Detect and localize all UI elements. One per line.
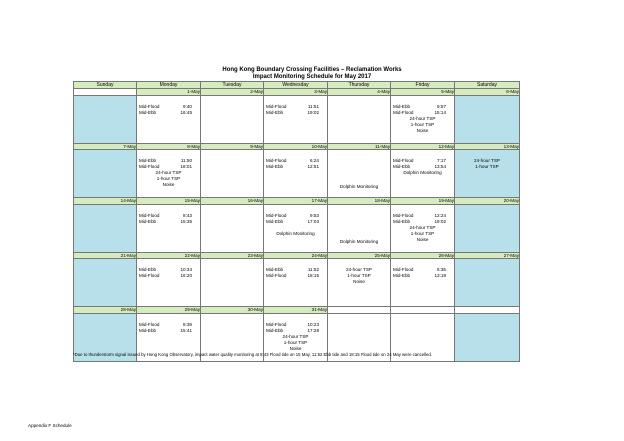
tide-label: Mid-Flood [393, 267, 414, 272]
day-cell [137, 204, 201, 252]
tide-time: 15:41 [180, 327, 192, 333]
day-cell [201, 95, 264, 143]
date-cell: 28-May [74, 307, 137, 314]
tide-label: Mid-Flood [266, 273, 287, 278]
tide-time: 9:57 [437, 103, 446, 109]
date-cell: 25-May [328, 252, 391, 259]
day-cell [391, 95, 455, 143]
day-cell [455, 313, 520, 361]
tide-label: Mid-Ebb [139, 109, 157, 115]
tide-label: Mid-Ebb [139, 218, 157, 224]
date-cell: 7-May [74, 143, 137, 150]
tide-label: Mid-Ebb [266, 267, 284, 272]
day-cell [264, 204, 328, 252]
date-cell: 21-May [74, 252, 137, 259]
day-cell [455, 95, 520, 143]
tide-time: 7:17 [437, 158, 446, 163]
monitoring-entry: 24-hour TSP [155, 170, 182, 175]
week-content-row [74, 95, 520, 143]
day-cell [391, 150, 455, 198]
tide-time: 9:53 [310, 212, 319, 218]
week-content-row [74, 204, 520, 252]
day-cell [264, 259, 328, 307]
monitoring-entry: Noise [353, 279, 365, 284]
tide-label: Mid-Flood [266, 103, 287, 109]
tide-entry [137, 273, 200, 279]
tide-entry [137, 219, 200, 225]
tide-time: 16:45 [180, 109, 192, 115]
monitoring-entry: Dolphin Monitoring [339, 238, 379, 244]
tide-time: 12:51 [307, 164, 319, 169]
tide-label: Mid-Ebb [266, 327, 284, 333]
tide-time: 18:15 [307, 273, 319, 278]
date-cell: 14-May [74, 198, 137, 205]
date-cell: 6-May [455, 89, 520, 96]
tide-time: 10:23 [307, 321, 319, 327]
date-cell: 22-May [137, 252, 201, 259]
tide-label: Mid-Flood [266, 212, 287, 218]
tide-time: 19:02 [307, 109, 319, 115]
day-cell [328, 95, 391, 143]
tide-label: Mid-Flood [139, 164, 160, 169]
tide-time: 10:34 [180, 267, 192, 272]
tide-time: 8:39 [183, 321, 192, 327]
monitoring-calendar [73, 81, 520, 362]
date-cell: 16-May [201, 198, 264, 205]
tide-time: 17:03 [307, 218, 319, 224]
date-cell: 11-May [328, 143, 391, 150]
tide-label: Mid-Ebb [266, 164, 284, 169]
date-cell: 9-May [201, 143, 264, 150]
day-cell [264, 95, 328, 143]
date-cell: 5-May [391, 89, 455, 96]
date-cell: 8-May [137, 143, 201, 150]
date-cell: 23-May [201, 252, 264, 259]
date-cell: 3-May [264, 89, 328, 96]
date-cell: 27-May [455, 252, 520, 259]
tide-label: Mid-Ebb [393, 103, 411, 109]
tide-time: 15:35 [180, 218, 192, 224]
tide-label: Mid-Flood [139, 103, 160, 109]
monitoring-entry: 24-hour TSP [409, 115, 436, 121]
day-cell [455, 259, 520, 307]
tide-entry [137, 110, 200, 116]
date-cell: 10-May [264, 143, 328, 150]
day-header: Tuesday [201, 82, 264, 89]
day-cell [391, 259, 455, 307]
weekday-header-row [74, 82, 520, 89]
footnote: *Due to thunderstorm signal issued by Hong Kong Observatory, impact water quality monitoring at 8:43 Flood tide on 15 May, 11:52 Ebb tide and 18:15 Flood tide on 24 May were cancelled. [73, 352, 432, 357]
date-cell: 24-May [264, 252, 328, 259]
tide-entry [264, 110, 327, 116]
tide-time: 17:28 [307, 327, 319, 333]
date-cell: 15-May [137, 198, 201, 205]
day-cell [455, 150, 520, 198]
tide-label: Mid-Ebb [266, 218, 284, 224]
date-cell: 1-May [137, 89, 201, 96]
monitoring-entry: 1-hour TSP [410, 121, 435, 127]
tide-time: 11:51 [307, 103, 319, 109]
date-cell: 20-May [455, 198, 520, 205]
tide-time: 6:35 [437, 267, 446, 272]
date-cell: 26-May [391, 252, 455, 259]
day-cell [264, 150, 328, 198]
monitoring-entry: Noise [289, 345, 302, 351]
tide-label: Mid-Flood [139, 273, 160, 278]
date-cell: 31-May [264, 307, 328, 314]
tide-label: Mid-Flood [393, 212, 414, 218]
day-cell [201, 259, 264, 307]
day-cell [137, 95, 201, 143]
date-cell: 13-May [455, 143, 520, 150]
tide-time: 15:14 [434, 109, 446, 115]
tide-entry [137, 328, 200, 334]
monitoring-entry: Noise [416, 127, 429, 133]
week-content-row [74, 150, 520, 198]
tide-label: Mid-Ebb [139, 267, 157, 272]
date-cell: 2-May [201, 89, 264, 96]
tide-label: Mid-Flood [266, 321, 287, 327]
day-header: Sunday [74, 82, 137, 89]
tide-time: 13:18 [434, 273, 446, 278]
day-cell [328, 259, 391, 307]
tide-time: 13:54 [434, 164, 446, 169]
tide-time: 11:50 [180, 158, 192, 163]
day-cell [74, 150, 137, 198]
schedule-subtitle: Impact Monitoring Schedule for May 2017 [252, 74, 372, 80]
monitoring-entry: Dolphin Monitoring [276, 230, 315, 236]
monitoring-entry: Dolphin Monitoring [403, 170, 442, 175]
tide-time: 11:52 [307, 267, 319, 272]
monitoring-entry: 24-hour TSP [474, 158, 500, 163]
tide-entry [264, 164, 327, 170]
date-cell: 30-May [201, 307, 264, 314]
day-cell [201, 204, 264, 252]
monitoring-entry: Noise [162, 182, 175, 187]
tide-entry [264, 273, 327, 279]
tide-label: Mid-Flood [393, 109, 414, 115]
date-cell: 17-May [264, 198, 328, 205]
day-cell [74, 259, 137, 307]
day-header: Saturday [455, 82, 520, 89]
day-cell [201, 150, 264, 198]
date-cell: 29-May [137, 307, 201, 314]
monitoring-entry: 1-hour TSP [156, 176, 181, 181]
date-cell: 18-May [328, 198, 391, 205]
week-content-row [74, 259, 520, 307]
tide-time: 19:02 [434, 218, 446, 224]
day-cell [328, 204, 391, 252]
tide-label: Mid-Flood [139, 321, 160, 327]
tide-time: 8:43 [183, 212, 192, 218]
tide-time: 12:24 [434, 212, 446, 218]
day-header: Thursday [328, 82, 391, 89]
day-cell [455, 204, 520, 252]
monitoring-entry: 24-hour TSP [409, 224, 436, 230]
day-cell [328, 150, 391, 198]
day-cell [74, 204, 137, 252]
day-cell [391, 204, 455, 252]
schedule-title: Hong Kong Boundary Crossing Facilities – Reclamation Works [222, 67, 402, 73]
tide-label: Mid-Ebb [266, 109, 284, 115]
day-cell [137, 150, 201, 198]
day-header: Friday [391, 82, 455, 89]
tide-time: 18:01 [180, 164, 192, 169]
tide-label: Mid-Ebb [393, 218, 411, 224]
tide-entry [391, 273, 454, 279]
tide-time: 16:20 [180, 273, 192, 278]
monitoring-entry: 24-hour TSP [346, 267, 372, 272]
tide-time: 6:24 [310, 158, 319, 163]
monitoring-entry: Dolphin Monitoring [339, 184, 379, 189]
date-cell: 19-May [391, 198, 455, 205]
tide-label: Mid-Ebb [139, 158, 157, 163]
monitoring-entry: 1-hour TSP [475, 164, 499, 169]
tide-label: Mid-Flood [139, 212, 160, 218]
tide-label: Mid-Ebb [393, 273, 411, 278]
tide-label: Mid-Ebb [139, 327, 157, 333]
date-cell: 4-May [328, 89, 391, 96]
monitoring-entry: 1-hour TSP [410, 230, 435, 236]
tide-label: Mid-Flood [266, 158, 287, 163]
day-header: Monday [137, 82, 201, 89]
appendix-label: Appendix F Schedule [28, 423, 72, 428]
day-header: Wednesday [264, 82, 328, 89]
tide-time: 9:40 [183, 103, 192, 109]
monitoring-entry: 1-hour TSP [283, 339, 308, 345]
monitoring-entry: Noise [416, 236, 429, 242]
day-cell [137, 259, 201, 307]
monitoring-entry: 1-hour TSP [347, 273, 371, 278]
day-cell [74, 95, 137, 143]
tide-label: Mid-Ebb [393, 164, 411, 169]
monitoring-entry: 24-hour TSP [282, 333, 309, 339]
tide-label: Mid-Flood [393, 158, 414, 163]
date-cell: 12-May [391, 143, 455, 150]
